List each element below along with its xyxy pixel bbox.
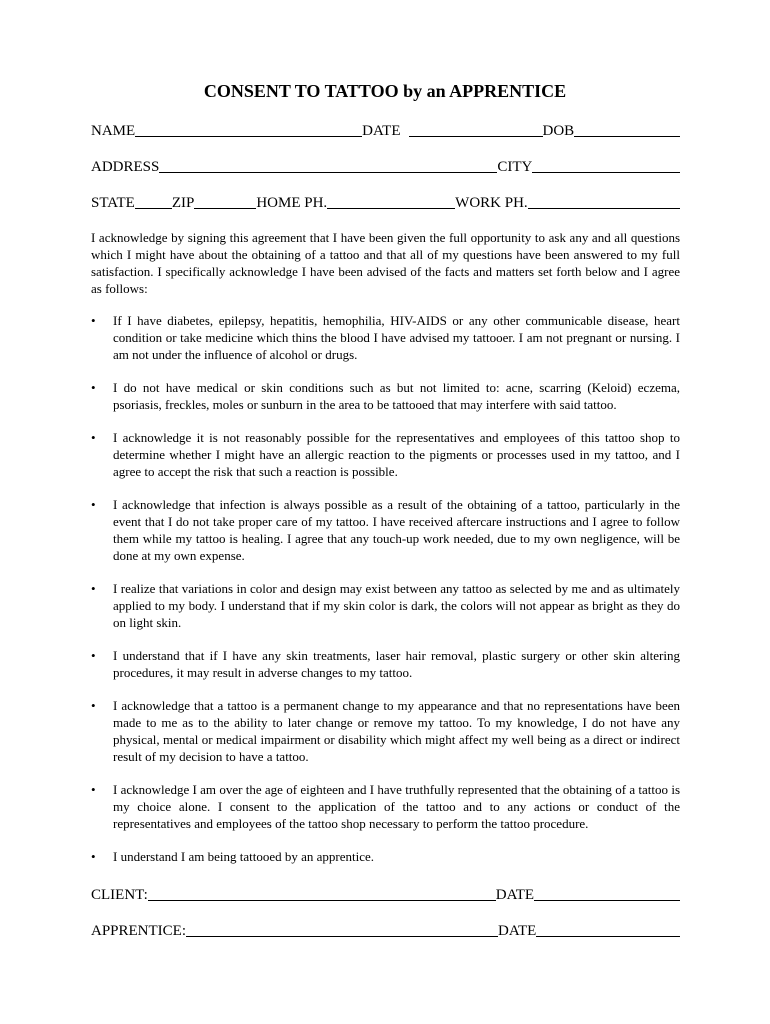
address-label: ADDRESS [91, 159, 160, 175]
list-item [91, 496, 680, 564]
city-field[interactable] [532, 172, 680, 173]
list-item [91, 848, 680, 865]
list-item [91, 580, 680, 631]
bullet-icon: • [91, 782, 96, 797]
bullet-icon: • [91, 849, 96, 864]
work-phone-field[interactable] [528, 208, 680, 209]
work-phone-label: WORK PH. [455, 195, 528, 211]
list-item-text: I understand I am being tattooed by an apprentice. [113, 849, 374, 864]
name-field[interactable] [135, 136, 362, 137]
list-item-text: I realize that variations in color and design may exist between any tattoo as selected by me and as ultimately applied to my body. I understand that if my skin color is dark, the colors will not appear as bright as they do on light skin. [113, 581, 680, 630]
client-label: CLIENT: [91, 887, 148, 903]
bullet-icon: • [91, 648, 96, 663]
name-date-dob-row [91, 120, 680, 140]
date-label: DATE [362, 123, 401, 139]
apprentice-signature-field[interactable] [186, 936, 498, 937]
list-item-text: I acknowledge I am over the age of eighteen and I have truthfully represented that the obtaining of a tattoo is my choice alone. I consent to the application of the tattoo and to any actions or conduct of the representatives and employees of the tattoo shop necessary to perform the tattoo procedure. [113, 782, 680, 831]
apprentice-date-label: DATE [498, 923, 537, 939]
state-field[interactable] [135, 208, 172, 209]
home-phone-field[interactable] [327, 208, 455, 209]
bullet-icon: • [91, 581, 96, 596]
bullet-icon: • [91, 313, 96, 328]
dob-label: DOB [542, 123, 575, 139]
apprentice-signature-row [91, 920, 680, 940]
bullet-icon: • [91, 430, 96, 445]
list-item [91, 781, 680, 832]
address-city-row [91, 156, 680, 176]
list-item [91, 697, 680, 765]
acknowledgement-list [91, 312, 680, 881]
zip-field[interactable] [194, 208, 256, 209]
state-label: STATE [91, 195, 135, 211]
name-label: NAME [91, 123, 136, 139]
list-item-text: If I have diabetes, epilepsy, hepatitis, hemophilia, HIV-AIDS or any other communicable disease, heart condition or take medicine which thins the blood I have advised my tattooer. I am not pregnant or nursing. I am not under the influence of alcohol or drugs. [113, 313, 680, 362]
dob-field[interactable] [574, 136, 680, 137]
zip-label: ZIP [171, 195, 195, 211]
intro-paragraph: I acknowledge by signing this agreement that I have been given the full opportunity to ask any and all questions which I might have about the obtaining of a tattoo and that all of my questions have been answered to my full satisfaction. I specifically acknowledge I have been advised of the facts and matters set forth below and I agree as follows: [91, 230, 680, 296]
list-item-text: I do not have medical or skin conditions such as but not limited to: acne, scarring (Keloid) eczema, psoriasis, freckles, moles or sunburn in the area to be tattooed that may interfere with said tattoo. [113, 380, 680, 412]
list-item [91, 647, 680, 681]
list-item-text: I understand that if I have any skin treatments, laser hair removal, plastic surgery or other skin altering procedures, it may result in adverse changes to my tattoo. [113, 648, 680, 680]
bullet-icon: • [91, 497, 96, 512]
client-signature-field[interactable] [148, 900, 496, 901]
bullet-icon: • [91, 380, 96, 395]
apprentice-label: APPRENTICE: [91, 923, 187, 939]
list-item [91, 379, 680, 413]
bullet-icon: • [91, 698, 96, 713]
state-zip-phone-row [91, 192, 680, 212]
city-label: CITY [497, 159, 533, 175]
home-phone-label: HOME PH. [256, 195, 328, 211]
client-date-field[interactable] [534, 900, 680, 901]
list-item [91, 312, 680, 363]
client-date-label: DATE [495, 887, 535, 903]
list-item-text: I acknowledge it is not reasonably possible for the representatives and employees of this tattoo shop to determine whether I might have an allergic reaction to the pigments or processes used in my tattoo, and I agree to accept the risk that such a reaction is possible. [113, 430, 680, 479]
list-item-text: I acknowledge that infection is always possible as a result of the obtaining of a tattoo, particularly in the event that I do not take proper care of my tattoo. I have received aftercare instructions and I agree to follow them while my tattoo is healing. I agree that any touch-up work needed, due to my own negligence, will be done at my own expense. [113, 497, 680, 563]
apprentice-date-field[interactable] [536, 936, 680, 937]
client-signature-row [91, 884, 680, 904]
date-field[interactable] [409, 136, 543, 137]
address-field[interactable] [159, 172, 497, 173]
list-item-text: I acknowledge that a tattoo is a permanent change to my appearance and that no representations have been made to me as to the ability to later change or remove my tattoo. To my knowledge, I do not have any physical, mental or medical impairment or disability which might affect my well being as a direct or indirect result of my decision to have a tattoo. [113, 698, 680, 764]
page-title: CONSENT TO TATTOO by an APPRENTICE [203, 81, 567, 101]
list-item [91, 429, 680, 480]
